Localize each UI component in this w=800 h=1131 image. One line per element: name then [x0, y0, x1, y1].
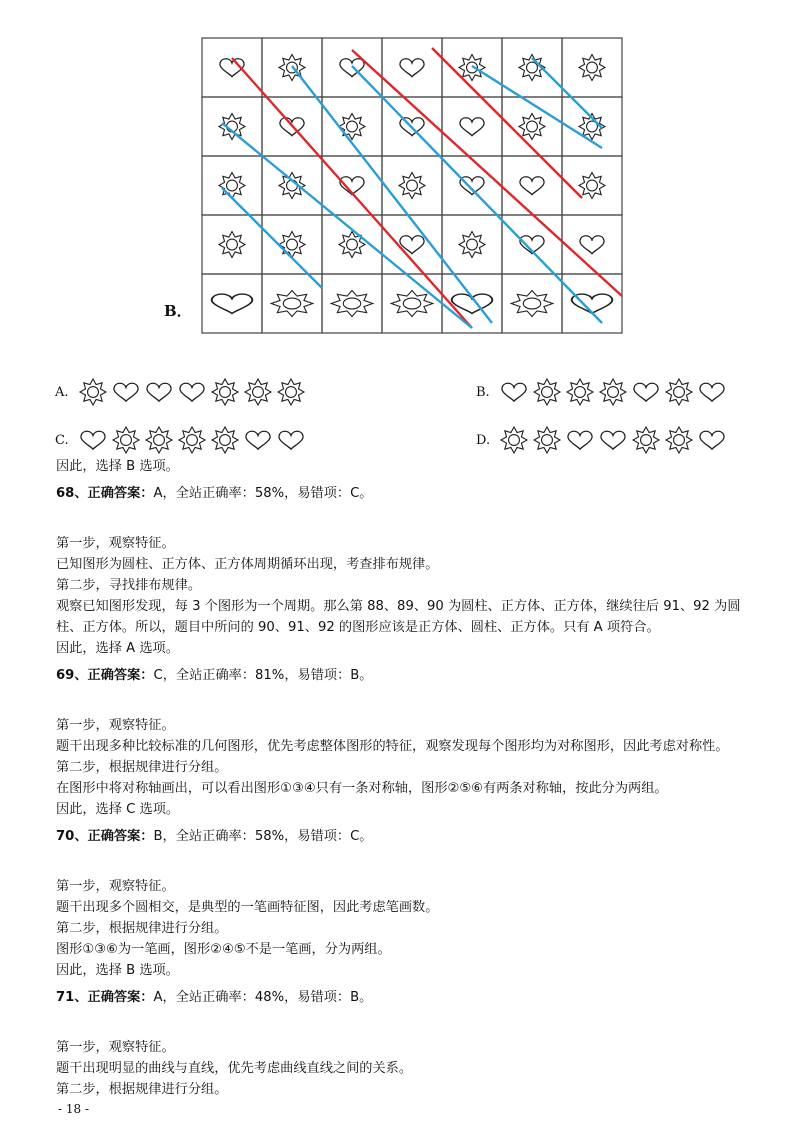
heart-icon — [568, 431, 592, 449]
sun-icon — [279, 173, 305, 199]
sun-icon — [179, 427, 205, 453]
answer-69-head: 69、正确答案： — [56, 668, 154, 683]
answer-69-rate: 81%，易错项：B。 — [255, 668, 373, 683]
grid-cell — [562, 215, 622, 274]
heart-icon — [279, 431, 303, 449]
sun-icon — [600, 379, 626, 405]
step-69-1: 第一步，观察特征。 — [56, 718, 175, 733]
blue-diagonal-line — [352, 66, 602, 323]
sun-icon — [219, 114, 245, 140]
answer-70-rate: 58%，易错项：C。 — [254, 829, 373, 844]
step-70-1: 第一步，观察特征。 — [56, 879, 175, 894]
answer-68-choice: A，全站正确率： — [153, 486, 255, 501]
step-69-3: 第二步，根据规律进行分组。 — [56, 760, 228, 775]
sun-icon — [519, 114, 545, 140]
step-70-2: 题干出现多个圆相交，是典型的一笔画特征图，因此考虑笔画数。 — [56, 900, 439, 915]
step-70-4: 图形①③⑥为一笔画，图形②④⑤不是一笔画，分为两组。 — [56, 942, 391, 957]
heart-icon — [400, 59, 424, 77]
heart-icon — [180, 383, 204, 401]
grid-cell — [502, 215, 562, 274]
sun-icon — [391, 291, 433, 317]
grid-cell — [382, 215, 442, 274]
sun-icon — [511, 291, 553, 317]
option-b-shapes — [496, 375, 766, 409]
heart-icon — [81, 431, 105, 449]
grid-cell — [202, 38, 262, 97]
page-number: - 18 - — [58, 1102, 90, 1116]
step-69-4: 在图形中将对称轴画出，可以看出图形①③④只有一条对称轴，图形②⑤⑥有两条对称轴，按此分为两组。 — [56, 781, 668, 796]
sun-icon — [219, 232, 245, 258]
sun-icon — [146, 427, 172, 453]
red-diagonal-line — [352, 50, 622, 296]
sun-icon — [278, 379, 304, 405]
answer-68 — [56, 483, 756, 504]
sun-icon — [279, 232, 305, 258]
puzzle-figure — [160, 30, 630, 342]
heart-icon — [114, 383, 138, 401]
step-68-5: 因此，选择 A 选项。 — [56, 641, 179, 656]
grid-cell — [562, 274, 622, 333]
sun-icon — [212, 379, 238, 405]
red-diagonal-line — [232, 58, 472, 328]
answer-69-choice: C，全站正确率： — [153, 668, 256, 683]
heart-icon — [212, 294, 253, 313]
sun-icon — [501, 427, 527, 453]
grid-cell — [202, 274, 262, 333]
grid-cell — [322, 156, 382, 215]
conclusion-67: 因此，选择 B 选项。 — [56, 459, 179, 474]
sun-icon — [579, 55, 605, 81]
answer-68-rate: 58%，易错项：C。 — [254, 486, 373, 501]
option-c[interactable] — [55, 423, 345, 457]
option-d-shapes — [496, 423, 766, 457]
heart-icon — [601, 431, 625, 449]
sun-icon — [113, 427, 139, 453]
sun-icon — [219, 173, 245, 199]
answer-71-choice: A，全站正确率： — [153, 990, 255, 1005]
red-diagonal-line — [432, 48, 582, 198]
heart-icon — [634, 383, 658, 401]
sun-icon — [666, 427, 692, 453]
answer-71-rate: 48%，易错项：B。 — [254, 990, 373, 1005]
sun-icon — [633, 427, 659, 453]
sun-icon — [245, 379, 271, 405]
step-70-5: 因此，选择 B 选项。 — [56, 963, 179, 978]
sun-icon — [534, 379, 560, 405]
grid-cell — [442, 97, 502, 156]
heart-icon — [700, 431, 724, 449]
step-68-3: 第二步，寻找排布规律。 — [56, 578, 202, 593]
heart-icon — [246, 431, 270, 449]
step-68-4: 观察已知图形发现，每 3 个图形为一个周期。那么第 88、89、90 为圆柱、正方体、正方体，继续往后 91、92 为圆柱、正方体。所以，题目中所问的 90、91、92 的图形应该是正方体、圆柱、正方体。只有 A 项符合。 — [56, 599, 741, 635]
answer-70-head: 70、正确答案： — [56, 829, 154, 844]
heart-icon — [460, 118, 484, 136]
grid-cell — [382, 38, 442, 97]
heart-icon — [147, 383, 171, 401]
option-a-shapes — [75, 375, 345, 409]
sun-icon — [399, 173, 425, 199]
sun-icon — [666, 379, 692, 405]
answer-70 — [56, 826, 756, 847]
heart-icon — [502, 383, 526, 401]
answer-71-head: 71、正确答案： — [56, 990, 154, 1005]
grid-cell — [502, 156, 562, 215]
puzzle-grid — [160, 30, 630, 342]
sun-icon — [271, 291, 313, 317]
answer-69 — [56, 665, 756, 686]
sun-icon — [339, 114, 365, 140]
option-b-label: B. — [476, 384, 490, 400]
step-71-3: 第二步，根据规律进行分组。 — [56, 1082, 228, 1097]
heart-icon — [700, 383, 724, 401]
grid-cell — [442, 156, 502, 215]
heart-icon — [520, 177, 544, 195]
step-71-1: 第一步，观察特征。 — [56, 1040, 175, 1055]
answer-70-choice: B，全站正确率： — [153, 829, 255, 844]
row-label-b: B． — [164, 302, 192, 320]
heart-icon — [580, 236, 604, 254]
sun-icon — [331, 291, 373, 317]
option-a-label: A. — [55, 384, 69, 400]
option-d-label: D. — [476, 432, 491, 448]
sun-icon — [579, 173, 605, 199]
step-70-3: 第二步，根据规律进行分组。 — [56, 921, 228, 936]
option-c-shapes — [75, 423, 345, 457]
explanation-body — [56, 456, 756, 1100]
step-69-2: 题干出现多种比较标准的几何图形，优先考虑整体图形的特征，观察发现每个图形均为对称图形，因此考虑对称性。 — [56, 739, 729, 754]
answer-71 — [56, 987, 756, 1008]
step-68-1: 第一步，观察特征。 — [56, 536, 175, 551]
option-d[interactable] — [476, 423, 766, 457]
sun-icon — [80, 379, 106, 405]
sun-icon — [459, 232, 485, 258]
blue-diagonal-line — [222, 188, 322, 288]
step-71-2: 题干出现明显的曲线与直线，优先考虑曲线直线之间的关系。 — [56, 1061, 413, 1076]
step-68-2: 已知图形为圆柱、正方体、正方体周期循环出现，考查排布规律。 — [56, 557, 439, 572]
option-b[interactable] — [476, 375, 766, 409]
option-a[interactable] — [55, 375, 345, 409]
answer-68-head: 68、正确答案： — [56, 486, 154, 501]
step-69-5: 因此，选择 C 选项。 — [56, 802, 180, 817]
option-c-label: C. — [55, 432, 69, 448]
sun-icon — [534, 427, 560, 453]
sun-icon — [567, 379, 593, 405]
sun-icon — [459, 55, 485, 81]
sun-icon — [339, 232, 365, 258]
sun-icon — [212, 427, 238, 453]
